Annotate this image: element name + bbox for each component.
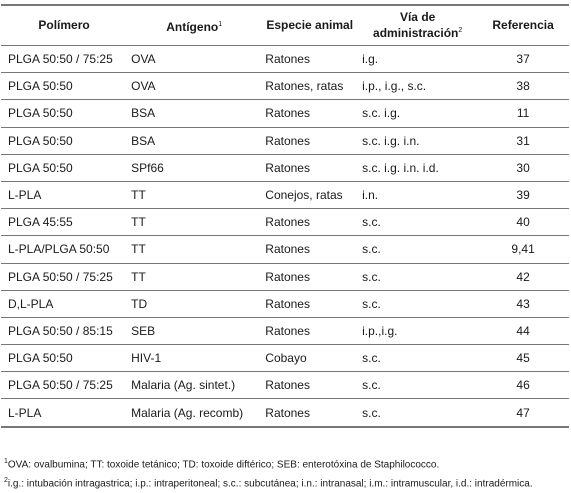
cell-polimero: PLGA 45:55 bbox=[1, 209, 127, 236]
footnote-2: $^2$i.g.: intubación intragastrica; i.p.: intraperitoneal; s.c.: subcutánea; i.n.: intranasal; i.m.: intramuscular, i.d.: intradérmica. bbox=[4, 477, 533, 490]
table-row bbox=[1, 399, 569, 427]
cell-via: i.g. bbox=[358, 46, 477, 73]
table-row bbox=[1, 154, 569, 181]
cell-via: s.c. bbox=[358, 399, 477, 427]
cell-polimero: PLGA 50:50 / 75:25 bbox=[1, 372, 127, 399]
cell-polimero: PLGA 50:50 bbox=[1, 345, 127, 372]
cell-polimero: PLGA 50:50 bbox=[1, 73, 127, 100]
table-row bbox=[1, 46, 569, 73]
cell-referencia: 11 bbox=[477, 100, 569, 127]
table-row bbox=[1, 263, 569, 290]
cell-antigeno: TT bbox=[127, 209, 261, 236]
cell-polimero: D,L-PLA bbox=[1, 290, 127, 317]
header-polimero: Polímero bbox=[1, 5, 127, 46]
cell-referencia: 46 bbox=[477, 372, 569, 399]
cell-polimero: PLGA 50:50 / 75:25 bbox=[1, 263, 127, 290]
cell-especie: Ratones bbox=[261, 290, 358, 317]
cell-via: s.c. i.g. i.n. i.d. bbox=[358, 154, 477, 181]
cell-referencia: 38 bbox=[477, 73, 569, 100]
cell-via: i.n. bbox=[358, 181, 477, 208]
cell-via: s.c. bbox=[358, 372, 477, 399]
cell-especie: Ratones bbox=[261, 236, 358, 263]
table-row bbox=[1, 73, 569, 100]
cell-via: i.p., i.g., s.c. bbox=[358, 73, 477, 100]
footnote-marker: 2 bbox=[458, 27, 463, 34]
cell-referencia: 44 bbox=[477, 317, 569, 344]
cell-especie: Ratones bbox=[261, 399, 358, 427]
table-row bbox=[1, 345, 569, 372]
cell-polimero: PLGA 50:50 / 85:15 bbox=[1, 317, 127, 344]
cell-especie: Ratones bbox=[261, 100, 358, 127]
cell-antigeno: OVA bbox=[127, 73, 261, 100]
cell-via: s.c. bbox=[358, 345, 477, 372]
cell-especie: Ratones bbox=[261, 46, 358, 73]
cell-antigeno: TT bbox=[127, 263, 261, 290]
cell-especie: Ratones bbox=[261, 372, 358, 399]
antigen-table bbox=[1, 4, 569, 428]
cell-antigeno: SPf66 bbox=[127, 154, 261, 181]
cell-polimero: PLGA 50:50 bbox=[1, 127, 127, 154]
cell-antigeno: OVA bbox=[127, 46, 261, 73]
cell-antigeno: Malaria (Ag. sintet.) bbox=[127, 372, 261, 399]
header-referencia: Referencia bbox=[477, 5, 569, 46]
cell-antigeno: TD bbox=[127, 290, 261, 317]
cell-polimero: PLGA 50:50 bbox=[1, 154, 127, 181]
cell-referencia: 43 bbox=[477, 290, 569, 317]
cell-polimero: L-PLA bbox=[1, 181, 127, 208]
cell-referencia: 37 bbox=[477, 46, 569, 73]
cell-referencia: 42 bbox=[477, 263, 569, 290]
cell-referencia: 31 bbox=[477, 127, 569, 154]
footnotes bbox=[4, 454, 570, 493]
cell-especie: Ratones bbox=[261, 154, 358, 181]
header-antigeno: Antígeno$^1$ bbox=[127, 5, 261, 46]
cell-via: s.c. bbox=[358, 236, 477, 263]
cell-antigeno: TT bbox=[127, 181, 261, 208]
table-row bbox=[1, 181, 569, 208]
table-row bbox=[1, 317, 569, 344]
cell-via: s.c. bbox=[358, 263, 477, 290]
cell-via: s.c. bbox=[358, 290, 477, 317]
cell-especie: Cobayo bbox=[261, 345, 358, 372]
cell-referencia: 45 bbox=[477, 345, 569, 372]
cell-antigeno: HIV-1 bbox=[127, 345, 261, 372]
cell-antigeno: SEB bbox=[127, 317, 261, 344]
table-header-row bbox=[1, 5, 569, 46]
cell-antigeno: TT bbox=[127, 236, 261, 263]
cell-especie: Ratones bbox=[261, 317, 358, 344]
header-via: Vía de administración$^2$ bbox=[358, 5, 477, 46]
table-row bbox=[1, 372, 569, 399]
table-row bbox=[1, 127, 569, 154]
cell-especie: Conejos, ratas bbox=[261, 181, 358, 208]
table-row bbox=[1, 290, 569, 317]
cell-polimero: L-PLA/PLGA 50:50 bbox=[1, 236, 127, 263]
cell-especie: Ratones, ratas bbox=[261, 73, 358, 100]
cell-polimero: PLGA 50:50 bbox=[1, 100, 127, 127]
cell-referencia: 9,41 bbox=[477, 236, 569, 263]
cell-via: i.p.,i.g. bbox=[358, 317, 477, 344]
cell-especie: Ratones bbox=[261, 263, 358, 290]
cell-antigeno: Malaria (Ag. recomb) bbox=[127, 399, 261, 427]
cell-referencia: 40 bbox=[477, 209, 569, 236]
cell-polimero: PLGA 50:50 / 75:25 bbox=[1, 46, 127, 73]
cell-referencia: 30 bbox=[477, 154, 569, 181]
table-row bbox=[1, 236, 569, 263]
table-row bbox=[1, 100, 569, 127]
cell-polimero: L-PLA bbox=[1, 399, 127, 427]
header-especie: Especie animal bbox=[261, 5, 358, 46]
footnote-1: $^1$OVA: ovalbumina; TT: toxoide tetánico; TD: toxoide diftérico; SEB: enterotóxina de Staphilococco. bbox=[4, 458, 440, 471]
cell-referencia: 47 bbox=[477, 399, 569, 427]
cell-especie: Ratones bbox=[261, 209, 358, 236]
cell-via: s.c. bbox=[358, 209, 477, 236]
cell-via: s.c. i.g. i.n. bbox=[358, 127, 477, 154]
table-row bbox=[1, 209, 569, 236]
cell-antigeno: BSA bbox=[127, 100, 261, 127]
footnote-marker: 1 bbox=[218, 20, 223, 28]
cell-via: s.c. i.g. bbox=[358, 100, 477, 127]
cell-antigeno: BSA bbox=[127, 127, 261, 154]
cell-referencia: 39 bbox=[477, 181, 569, 208]
cell-especie: Ratones bbox=[261, 127, 358, 154]
